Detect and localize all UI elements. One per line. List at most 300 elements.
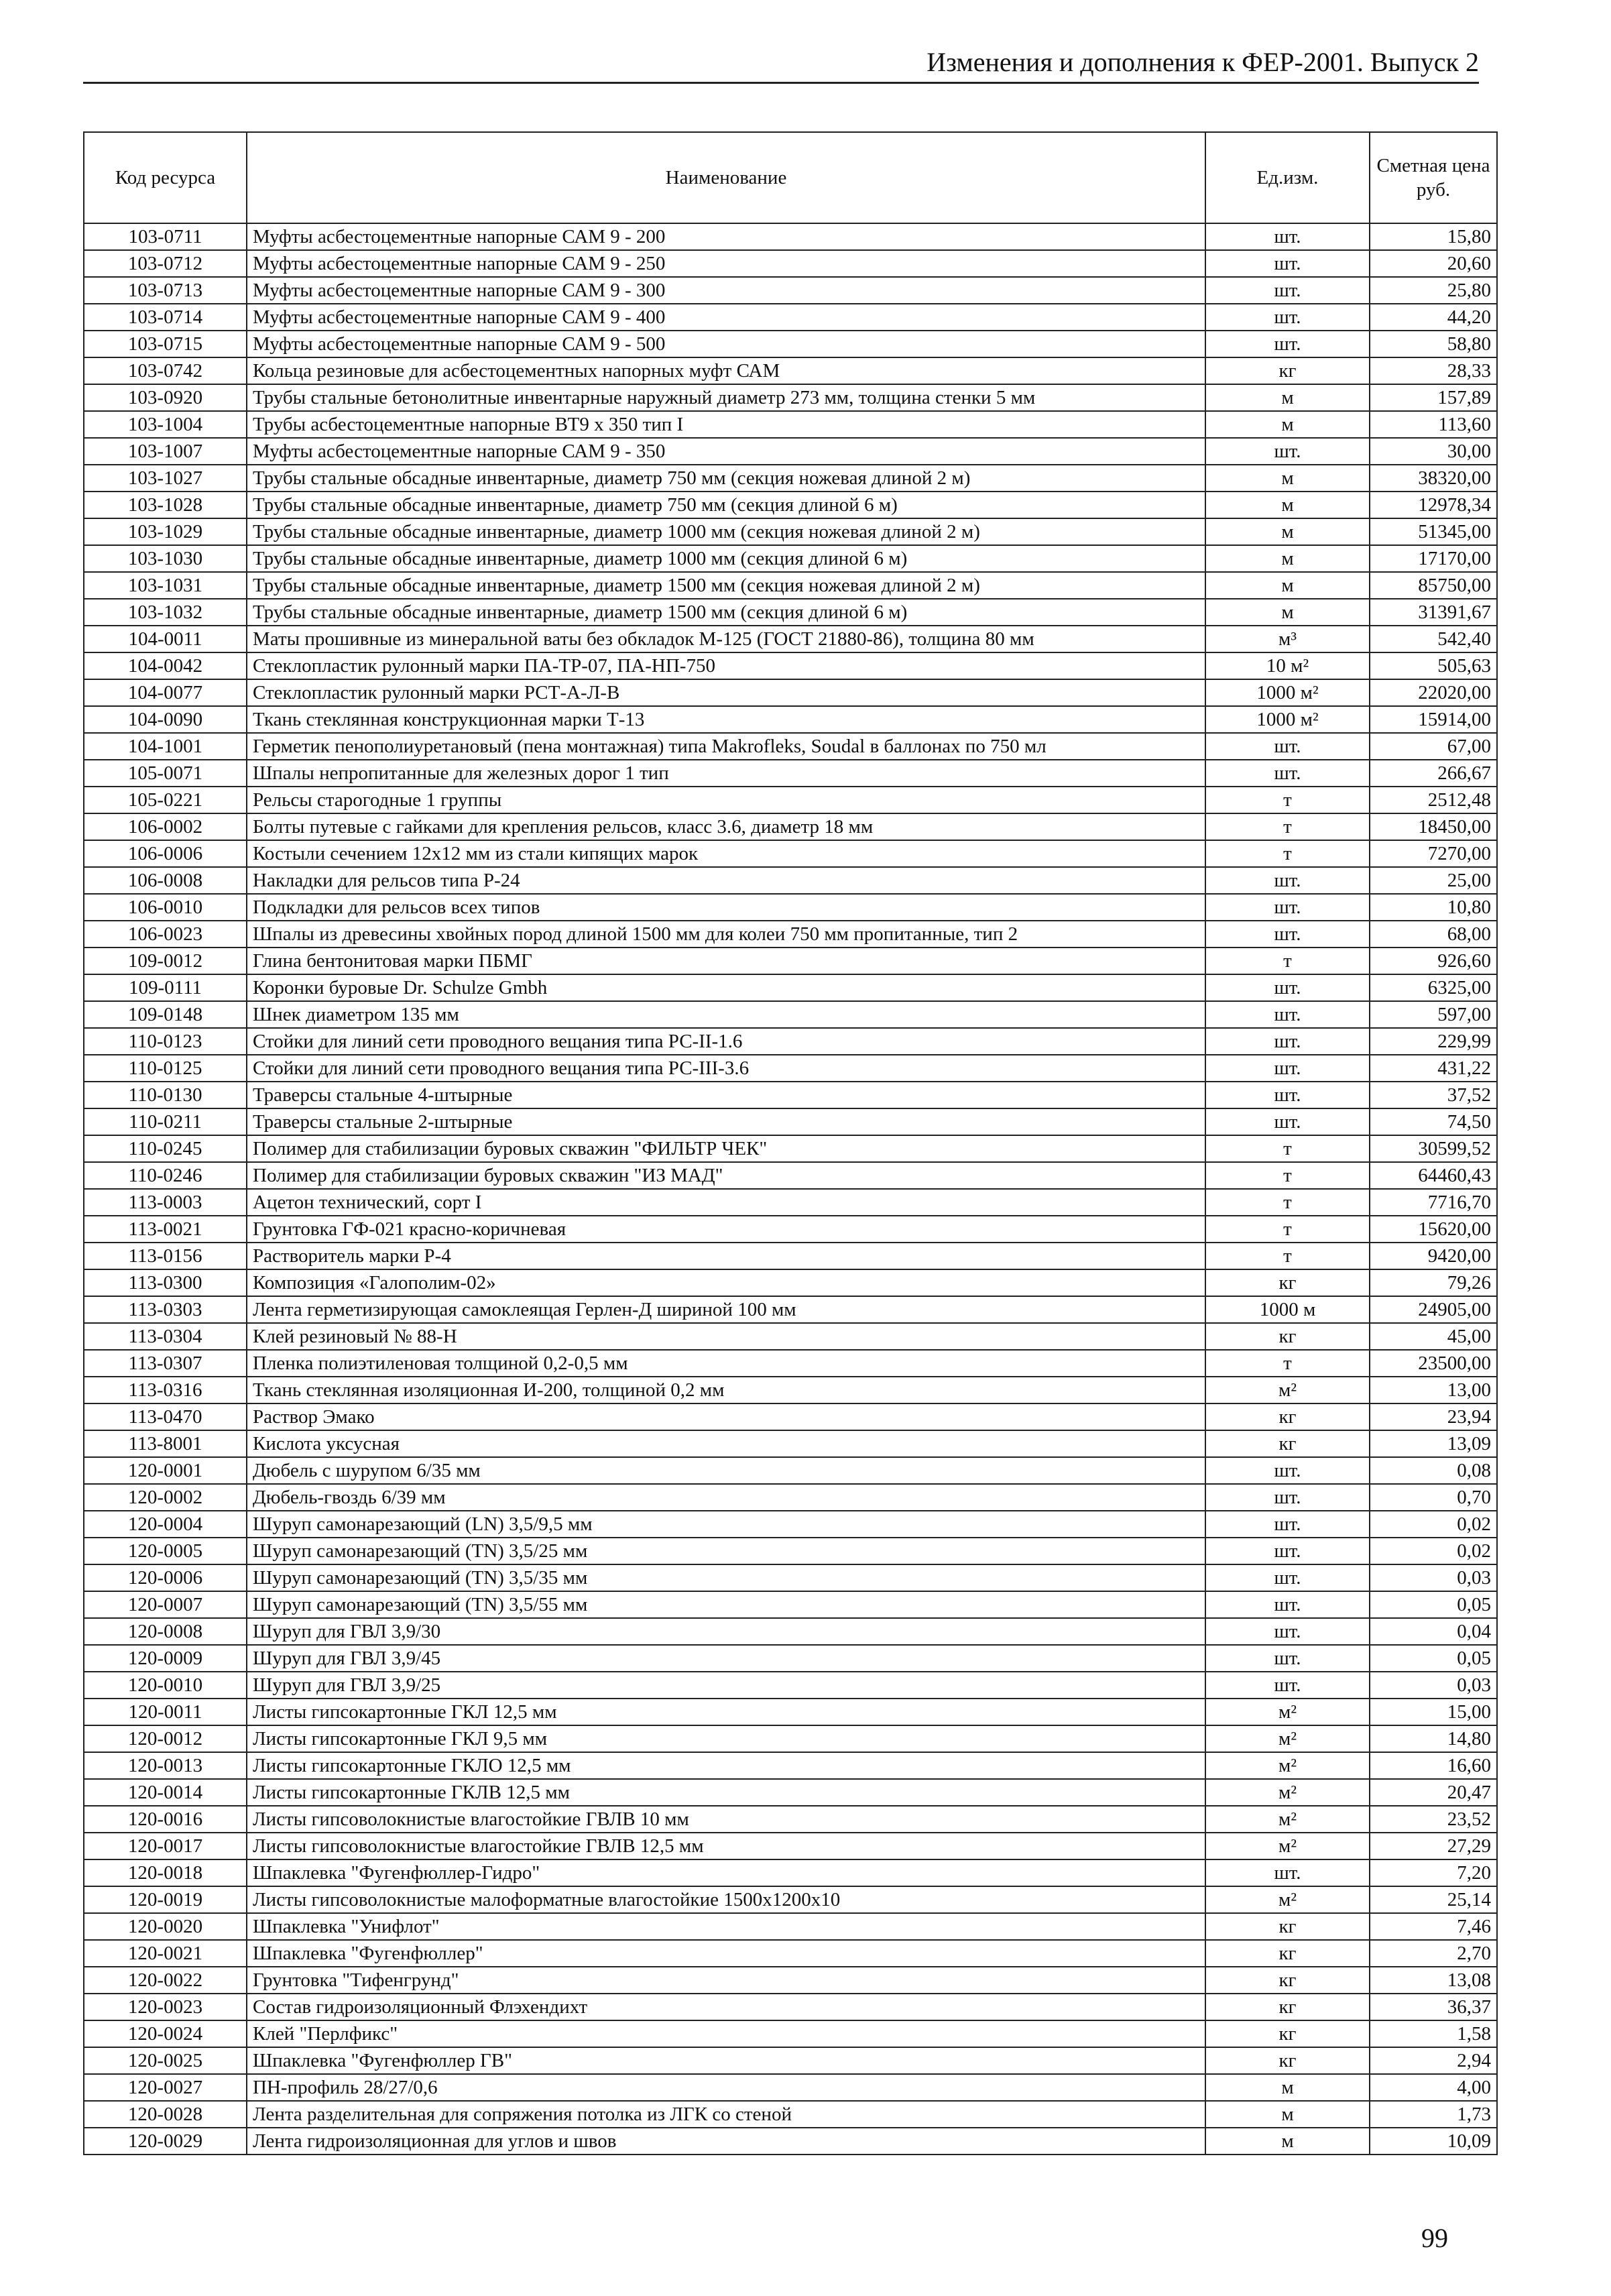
row-price: 15,80 bbox=[1370, 223, 1497, 250]
row-code: 120-0005 bbox=[84, 1538, 247, 1564]
row-code: 103-0714 bbox=[84, 304, 247, 331]
row-price: 68,00 bbox=[1370, 921, 1497, 948]
row-name: Муфты асбестоцементные напорные САМ 9 - 400 bbox=[247, 304, 1205, 331]
row-unit: шт. bbox=[1205, 1511, 1370, 1538]
table-row bbox=[84, 867, 1497, 894]
row-code: 103-0713 bbox=[84, 277, 247, 304]
row-code: 103-1032 bbox=[84, 599, 247, 626]
row-name: Лента герметизирующая самоклеящая Герлен-Д шириной 100 мм bbox=[247, 1296, 1205, 1323]
row-price: 0,02 bbox=[1370, 1511, 1497, 1538]
row-price: 926,60 bbox=[1370, 948, 1497, 974]
row-name: Трубы стальные обсадные инвентарные, диаметр 750 мм (секция длиной 6 м) bbox=[247, 492, 1205, 518]
row-price: 266,67 bbox=[1370, 760, 1497, 787]
row-price: 18450,00 bbox=[1370, 813, 1497, 840]
row-code: 103-1004 bbox=[84, 411, 247, 438]
row-name: Клей "Перлфикс" bbox=[247, 2020, 1205, 2047]
table-row bbox=[84, 1082, 1497, 1108]
row-unit: шт. bbox=[1205, 1591, 1370, 1618]
table-row bbox=[84, 1135, 1497, 1162]
row-price: 17170,00 bbox=[1370, 545, 1497, 572]
row-code: 103-1029 bbox=[84, 518, 247, 545]
row-code: 120-0020 bbox=[84, 1913, 247, 1940]
row-code: 120-0012 bbox=[84, 1725, 247, 1752]
table-row bbox=[84, 411, 1497, 438]
table-row bbox=[84, 1108, 1497, 1135]
row-code: 104-1001 bbox=[84, 733, 247, 760]
row-code: 109-0111 bbox=[84, 974, 247, 1001]
table-row bbox=[84, 1859, 1497, 1886]
row-price: 0,03 bbox=[1370, 1672, 1497, 1699]
row-code: 120-0010 bbox=[84, 1672, 247, 1699]
row-name: Шпаклевка "Фугенфюллер-Гидро" bbox=[247, 1859, 1205, 1886]
row-name: Листы гипсокартонные ГКЛО 12,5 мм bbox=[247, 1752, 1205, 1779]
row-code: 120-0004 bbox=[84, 1511, 247, 1538]
row-code: 103-0715 bbox=[84, 331, 247, 357]
table-row bbox=[84, 384, 1497, 411]
row-name: Трубы стальные обсадные инвентарные, диаметр 1000 мм (секция длиной 6 м) bbox=[247, 545, 1205, 572]
row-name: Подкладки для рельсов всех типов bbox=[247, 894, 1205, 921]
row-price: 113,60 bbox=[1370, 411, 1497, 438]
row-name: Кислота уксусная bbox=[247, 1430, 1205, 1457]
row-unit: шт. bbox=[1205, 760, 1370, 787]
table-row bbox=[84, 1403, 1497, 1430]
row-code: 120-0009 bbox=[84, 1645, 247, 1672]
row-price: 30,00 bbox=[1370, 438, 1497, 465]
row-unit: 1000 м² bbox=[1205, 706, 1370, 733]
row-unit: м² bbox=[1205, 1752, 1370, 1779]
table-row bbox=[84, 894, 1497, 921]
row-name: Трубы стальные бетонолитные инвентарные наружный диаметр 273 мм, толщина стенки 5 мм bbox=[247, 384, 1205, 411]
column-header-unit: Ед.изм. bbox=[1205, 132, 1370, 223]
row-code: 110-0123 bbox=[84, 1028, 247, 1055]
row-code: 103-1007 bbox=[84, 438, 247, 465]
row-unit: м² bbox=[1205, 1377, 1370, 1403]
row-name: Листы гипсокартонные ГКЛ 9,5 мм bbox=[247, 1725, 1205, 1752]
row-unit: кг bbox=[1205, 1430, 1370, 1457]
row-price: 4,00 bbox=[1370, 2074, 1497, 2101]
row-unit: т bbox=[1205, 1350, 1370, 1377]
row-price: 28,33 bbox=[1370, 357, 1497, 384]
row-unit: шт. bbox=[1205, 1082, 1370, 1108]
row-name: Листы гипсокартонные ГКЛ 12,5 мм bbox=[247, 1699, 1205, 1725]
row-price: 6325,00 bbox=[1370, 974, 1497, 1001]
row-unit: шт. bbox=[1205, 1564, 1370, 1591]
row-unit: шт. bbox=[1205, 1055, 1370, 1082]
header-divider bbox=[83, 82, 1479, 84]
table-row bbox=[84, 1457, 1497, 1484]
row-name: Клей резиновый № 88-Н bbox=[247, 1323, 1205, 1350]
table-row bbox=[84, 1001, 1497, 1028]
row-code: 120-0022 bbox=[84, 1967, 247, 1994]
row-name: Маты прошивные из минеральной ваты без обкладок М-125 (ГОСТ 21880-86), толщина 80 мм bbox=[247, 626, 1205, 652]
row-price: 16,60 bbox=[1370, 1752, 1497, 1779]
row-unit: т bbox=[1205, 1162, 1370, 1189]
row-unit: м³ bbox=[1205, 626, 1370, 652]
table-row bbox=[84, 1806, 1497, 1833]
row-price: 51345,00 bbox=[1370, 518, 1497, 545]
row-price: 44,20 bbox=[1370, 304, 1497, 331]
row-name: Листы гипсокартонные ГКЛВ 12,5 мм bbox=[247, 1779, 1205, 1806]
row-price: 14,80 bbox=[1370, 1725, 1497, 1752]
table-row bbox=[84, 1940, 1497, 1967]
row-name: Пленка полиэтиленовая толщиной 0,2-0,5 мм bbox=[247, 1350, 1205, 1377]
row-name: Шуруп самонарезающий (TN) 3,5/55 мм bbox=[247, 1591, 1205, 1618]
row-price: 0,05 bbox=[1370, 1591, 1497, 1618]
row-price: 10,09 bbox=[1370, 2128, 1497, 2155]
row-unit: м bbox=[1205, 2074, 1370, 2101]
row-price: 2,94 bbox=[1370, 2047, 1497, 2074]
row-code: 106-0008 bbox=[84, 867, 247, 894]
row-unit: м² bbox=[1205, 1833, 1370, 1859]
row-unit: 1000 м bbox=[1205, 1296, 1370, 1323]
row-code: 106-0010 bbox=[84, 894, 247, 921]
row-unit: шт. bbox=[1205, 1672, 1370, 1699]
row-code: 113-0003 bbox=[84, 1189, 247, 1216]
row-unit: кг bbox=[1205, 1403, 1370, 1430]
row-unit: м² bbox=[1205, 1699, 1370, 1725]
row-code: 113-0303 bbox=[84, 1296, 247, 1323]
table-row bbox=[84, 1699, 1497, 1725]
table-row bbox=[84, 1189, 1497, 1216]
table-row bbox=[84, 1296, 1497, 1323]
row-price: 9420,00 bbox=[1370, 1243, 1497, 1269]
row-price: 505,63 bbox=[1370, 652, 1497, 679]
row-name: Грунтовка "Тифенгрунд" bbox=[247, 1967, 1205, 1994]
row-code: 120-0016 bbox=[84, 1806, 247, 1833]
table-row bbox=[84, 1645, 1497, 1672]
row-unit: шт. bbox=[1205, 304, 1370, 331]
row-name: Трубы стальные обсадные инвентарные, диаметр 1500 мм (секция длиной 6 м) bbox=[247, 599, 1205, 626]
row-price: 597,00 bbox=[1370, 1001, 1497, 1028]
table-row bbox=[84, 652, 1497, 679]
row-name: Полимер для стабилизации буровых скважин "ИЗ МАД" bbox=[247, 1162, 1205, 1189]
row-unit: м² bbox=[1205, 1886, 1370, 1913]
table-row bbox=[84, 1618, 1497, 1645]
row-name: Костыли сечением 12х12 мм из стали кипящих марок bbox=[247, 840, 1205, 867]
table-row bbox=[84, 438, 1497, 465]
row-price: 25,14 bbox=[1370, 1886, 1497, 1913]
row-code: 106-0006 bbox=[84, 840, 247, 867]
row-price: 15,00 bbox=[1370, 1699, 1497, 1725]
row-price: 23,52 bbox=[1370, 1806, 1497, 1833]
row-unit: шт. bbox=[1205, 1859, 1370, 1886]
row-price: 25,80 bbox=[1370, 277, 1497, 304]
row-code: 113-0470 bbox=[84, 1403, 247, 1430]
row-code: 113-0300 bbox=[84, 1269, 247, 1296]
row-name: Ткань стеклянная конструкционная марки Т-13 bbox=[247, 706, 1205, 733]
row-code: 120-0027 bbox=[84, 2074, 247, 2101]
row-unit: м bbox=[1205, 492, 1370, 518]
row-price: 79,26 bbox=[1370, 1269, 1497, 1296]
row-code: 109-0148 bbox=[84, 1001, 247, 1028]
row-unit: м bbox=[1205, 465, 1370, 492]
row-name: Дюбель с шурупом 6/35 мм bbox=[247, 1457, 1205, 1484]
column-header-name: Наименование bbox=[247, 132, 1205, 223]
table-row bbox=[84, 760, 1497, 787]
row-name: Грунтовка ГФ-021 красно-коричневая bbox=[247, 1216, 1205, 1243]
table-row bbox=[84, 2074, 1497, 2101]
row-code: 113-0307 bbox=[84, 1350, 247, 1377]
row-name: Ацетон технический, сорт I bbox=[247, 1189, 1205, 1216]
table-header-row bbox=[84, 132, 1497, 223]
row-price: 2,70 bbox=[1370, 1940, 1497, 1967]
row-price: 58,80 bbox=[1370, 331, 1497, 357]
row-price: 45,00 bbox=[1370, 1323, 1497, 1350]
row-name: Листы гипсоволокнистые влагостойкие ГВЛВ 12,5 мм bbox=[247, 1833, 1205, 1859]
table-row bbox=[84, 813, 1497, 840]
row-price: 31391,67 bbox=[1370, 599, 1497, 626]
row-name: Кольца резиновые для асбестоцементных напорных муфт САМ bbox=[247, 357, 1205, 384]
row-unit: м² bbox=[1205, 1806, 1370, 1833]
table-row bbox=[84, 1323, 1497, 1350]
row-name: Муфты асбестоцементные напорные САМ 9 - 350 bbox=[247, 438, 1205, 465]
row-code: 104-0090 bbox=[84, 706, 247, 733]
row-unit: т bbox=[1205, 1216, 1370, 1243]
row-code: 110-0211 bbox=[84, 1108, 247, 1135]
row-price: 2512,48 bbox=[1370, 787, 1497, 813]
row-price: 15620,00 bbox=[1370, 1216, 1497, 1243]
row-code: 113-0021 bbox=[84, 1216, 247, 1243]
table-row bbox=[84, 1484, 1497, 1511]
table-row bbox=[84, 1538, 1497, 1564]
row-price: 157,89 bbox=[1370, 384, 1497, 411]
row-price: 0,03 bbox=[1370, 1564, 1497, 1591]
row-unit: шт. bbox=[1205, 974, 1370, 1001]
table-row bbox=[84, 331, 1497, 357]
row-unit: м bbox=[1205, 2128, 1370, 2155]
row-code: 104-0077 bbox=[84, 679, 247, 706]
row-code: 120-0007 bbox=[84, 1591, 247, 1618]
table-row bbox=[84, 1591, 1497, 1618]
row-unit: шт. bbox=[1205, 1457, 1370, 1484]
table-row bbox=[84, 545, 1497, 572]
row-price: 37,52 bbox=[1370, 1082, 1497, 1108]
row-code: 120-0028 bbox=[84, 2101, 247, 2128]
row-code: 120-0024 bbox=[84, 2020, 247, 2047]
row-code: 120-0011 bbox=[84, 1699, 247, 1725]
row-code: 120-0021 bbox=[84, 1940, 247, 1967]
row-unit: т bbox=[1205, 1135, 1370, 1162]
row-price: 0,70 bbox=[1370, 1484, 1497, 1511]
row-code: 120-0025 bbox=[84, 2047, 247, 2074]
row-name: Шпаклевка "Фугенфюллер" bbox=[247, 1940, 1205, 1967]
row-price: 67,00 bbox=[1370, 733, 1497, 760]
row-code: 113-0316 bbox=[84, 1377, 247, 1403]
table-row bbox=[84, 1833, 1497, 1859]
row-code: 105-0071 bbox=[84, 760, 247, 787]
row-unit: т bbox=[1205, 1243, 1370, 1269]
row-unit: шт. bbox=[1205, 223, 1370, 250]
row-price: 24905,00 bbox=[1370, 1296, 1497, 1323]
row-name: Композиция «Галополим-02» bbox=[247, 1269, 1205, 1296]
row-unit: шт. bbox=[1205, 331, 1370, 357]
table-row bbox=[84, 223, 1497, 250]
row-price: 10,80 bbox=[1370, 894, 1497, 921]
row-price: 12978,34 bbox=[1370, 492, 1497, 518]
row-name: Шнек диаметром 135 мм bbox=[247, 1001, 1205, 1028]
row-code: 103-0711 bbox=[84, 223, 247, 250]
row-name: Листы гипсоволокнистые влагостойкие ГВЛВ 10 мм bbox=[247, 1806, 1205, 1833]
row-code: 105-0221 bbox=[84, 787, 247, 813]
row-name: Глина бентонитовая марки ПБМГ bbox=[247, 948, 1205, 974]
row-code: 103-1031 bbox=[84, 572, 247, 599]
row-unit: шт. bbox=[1205, 277, 1370, 304]
row-name: Шпаклевка "Фугенфюллер ГВ" bbox=[247, 2047, 1205, 2074]
row-name: Болты путевые с гайками для крепления рельсов, класс 3.6, диаметр 18 мм bbox=[247, 813, 1205, 840]
row-name: Шуруп самонарезающий (TN) 3,5/35 мм bbox=[247, 1564, 1205, 1591]
row-unit: т bbox=[1205, 787, 1370, 813]
row-unit: шт. bbox=[1205, 1028, 1370, 1055]
table-row bbox=[84, 706, 1497, 733]
row-code: 120-0008 bbox=[84, 1618, 247, 1645]
row-code: 120-0019 bbox=[84, 1886, 247, 1913]
row-code: 110-0245 bbox=[84, 1135, 247, 1162]
row-name: Муфты асбестоцементные напорные САМ 9 - 200 bbox=[247, 223, 1205, 250]
table-row bbox=[84, 465, 1497, 492]
row-price: 85750,00 bbox=[1370, 572, 1497, 599]
row-name: Шуруп для ГВЛ 3,9/30 bbox=[247, 1618, 1205, 1645]
row-unit: м bbox=[1205, 572, 1370, 599]
row-name: Лента гидроизоляционная для углов и швов bbox=[247, 2128, 1205, 2155]
table-row bbox=[84, 518, 1497, 545]
row-name: Трубы стальные обсадные инвентарные, диаметр 1500 мм (секция ножевая длиной 2 м) bbox=[247, 572, 1205, 599]
row-code: 113-0304 bbox=[84, 1323, 247, 1350]
row-unit: шт. bbox=[1205, 438, 1370, 465]
row-price: 23,94 bbox=[1370, 1403, 1497, 1430]
row-price: 7,46 bbox=[1370, 1913, 1497, 1940]
table-row bbox=[84, 2047, 1497, 2074]
row-code: 120-0014 bbox=[84, 1779, 247, 1806]
row-name: Раствор Эмако bbox=[247, 1403, 1205, 1430]
table-row bbox=[84, 1350, 1497, 1377]
row-price: 38320,00 bbox=[1370, 465, 1497, 492]
row-name: Шуруп для ГВЛ 3,9/25 bbox=[247, 1672, 1205, 1699]
row-unit: шт. bbox=[1205, 1618, 1370, 1645]
table-row bbox=[84, 1430, 1497, 1457]
row-name: Муфты асбестоцементные напорные САМ 9 - 300 bbox=[247, 277, 1205, 304]
row-unit: шт. bbox=[1205, 1108, 1370, 1135]
column-header-code: Код ресурса bbox=[84, 132, 247, 223]
table-row bbox=[84, 357, 1497, 384]
row-unit: кг bbox=[1205, 1913, 1370, 1940]
table-row bbox=[84, 2128, 1497, 2155]
row-price: 74,50 bbox=[1370, 1108, 1497, 1135]
row-name: Трубы стальные обсадные инвентарные, диаметр 1000 мм (секция ножевая длиной 2 м) bbox=[247, 518, 1205, 545]
table-row bbox=[84, 1269, 1497, 1296]
table-row bbox=[84, 1162, 1497, 1189]
table-row bbox=[84, 1028, 1497, 1055]
row-name: Герметик пенополиуретановый (пена монтажная) типа Makroflеks, Soudal в баллонах по 750 мл bbox=[247, 733, 1205, 760]
row-price: 15914,00 bbox=[1370, 706, 1497, 733]
row-price: 0,05 bbox=[1370, 1645, 1497, 1672]
row-name: Полимер для стабилизации буровых скважин "ФИЛЬТР ЧЕК" bbox=[247, 1135, 1205, 1162]
row-name: Стойки для линий сети проводного вещания типа РС-II-1.6 bbox=[247, 1028, 1205, 1055]
row-name: Лента разделительная для сопряжения потолка из ЛГК со стеной bbox=[247, 2101, 1205, 2128]
row-price: 20,60 bbox=[1370, 250, 1497, 277]
row-price: 1,73 bbox=[1370, 2101, 1497, 2128]
row-price: 13,00 bbox=[1370, 1377, 1497, 1403]
row-price: 7,20 bbox=[1370, 1859, 1497, 1886]
row-name: Растворитель марки Р-4 bbox=[247, 1243, 1205, 1269]
row-price: 23500,00 bbox=[1370, 1350, 1497, 1377]
row-unit: кг bbox=[1205, 1994, 1370, 2020]
row-code: 120-0001 bbox=[84, 1457, 247, 1484]
table-row bbox=[84, 1994, 1497, 2020]
table-row bbox=[84, 787, 1497, 813]
row-code: 120-0013 bbox=[84, 1752, 247, 1779]
row-unit: шт. bbox=[1205, 1484, 1370, 1511]
row-price: 0,04 bbox=[1370, 1618, 1497, 1645]
row-unit: кг bbox=[1205, 1940, 1370, 1967]
row-price: 22020,00 bbox=[1370, 679, 1497, 706]
table-row bbox=[84, 921, 1497, 948]
row-unit: м² bbox=[1205, 1725, 1370, 1752]
row-name: ПН-профиль 28/27/0,6 bbox=[247, 2074, 1205, 2101]
resource-price-table-container bbox=[83, 131, 1496, 2155]
table-row bbox=[84, 1564, 1497, 1591]
row-unit: кг bbox=[1205, 1323, 1370, 1350]
row-unit: шт. bbox=[1205, 867, 1370, 894]
row-price: 7716,70 bbox=[1370, 1189, 1497, 1216]
resource-price-table bbox=[83, 131, 1498, 2155]
table-row bbox=[84, 572, 1497, 599]
row-price: 30599,52 bbox=[1370, 1135, 1497, 1162]
row-code: 120-0023 bbox=[84, 1994, 247, 2020]
row-code: 113-0156 bbox=[84, 1243, 247, 1269]
row-unit: шт. bbox=[1205, 894, 1370, 921]
row-unit: кг bbox=[1205, 1967, 1370, 1994]
row-name: Шуруп самонарезающий (LN) 3,5/9,5 мм bbox=[247, 1511, 1205, 1538]
row-unit: кг bbox=[1205, 2020, 1370, 2047]
row-name: Шуруп для ГВЛ 3,9/45 bbox=[247, 1645, 1205, 1672]
row-price: 27,29 bbox=[1370, 1833, 1497, 1859]
row-unit: 10 м² bbox=[1205, 652, 1370, 679]
row-code: 120-0029 bbox=[84, 2128, 247, 2155]
row-name: Шуруп самонарезающий (TN) 3,5/25 мм bbox=[247, 1538, 1205, 1564]
row-code: 110-0125 bbox=[84, 1055, 247, 1082]
row-unit: кг bbox=[1205, 1269, 1370, 1296]
row-name: Муфты асбестоцементные напорные САМ 9 - 250 bbox=[247, 250, 1205, 277]
row-code: 120-0017 bbox=[84, 1833, 247, 1859]
row-code: 104-0011 bbox=[84, 626, 247, 652]
table-row bbox=[84, 1377, 1497, 1403]
table-row bbox=[84, 2101, 1497, 2128]
row-code: 103-0712 bbox=[84, 250, 247, 277]
row-unit: кг bbox=[1205, 2047, 1370, 2074]
row-name: Накладки для рельсов типа Р-24 bbox=[247, 867, 1205, 894]
row-name: Трубы стальные обсадные инвентарные, диаметр 750 мм (секция ножевая длиной 2 м) bbox=[247, 465, 1205, 492]
table-row bbox=[84, 1055, 1497, 1082]
row-unit: т bbox=[1205, 948, 1370, 974]
table-row bbox=[84, 1752, 1497, 1779]
table-row bbox=[84, 1886, 1497, 1913]
row-unit: 1000 м² bbox=[1205, 679, 1370, 706]
row-price: 229,99 bbox=[1370, 1028, 1497, 1055]
row-unit: шт. bbox=[1205, 921, 1370, 948]
row-code: 103-0742 bbox=[84, 357, 247, 384]
row-price: 0,08 bbox=[1370, 1457, 1497, 1484]
row-price: 0,02 bbox=[1370, 1538, 1497, 1564]
row-code: 104-0042 bbox=[84, 652, 247, 679]
column-header-price: Сметная цена руб. bbox=[1370, 132, 1497, 223]
row-price: 20,47 bbox=[1370, 1779, 1497, 1806]
row-name: Траверсы стальные 4-штырные bbox=[247, 1082, 1205, 1108]
table-row bbox=[84, 1967, 1497, 1994]
row-name: Стеклопластик рулонный марки РСТ-А-Л-В bbox=[247, 679, 1205, 706]
row-code: 120-0006 bbox=[84, 1564, 247, 1591]
row-name: Шпаклевка "Унифлот" bbox=[247, 1913, 1205, 1940]
row-price: 7270,00 bbox=[1370, 840, 1497, 867]
